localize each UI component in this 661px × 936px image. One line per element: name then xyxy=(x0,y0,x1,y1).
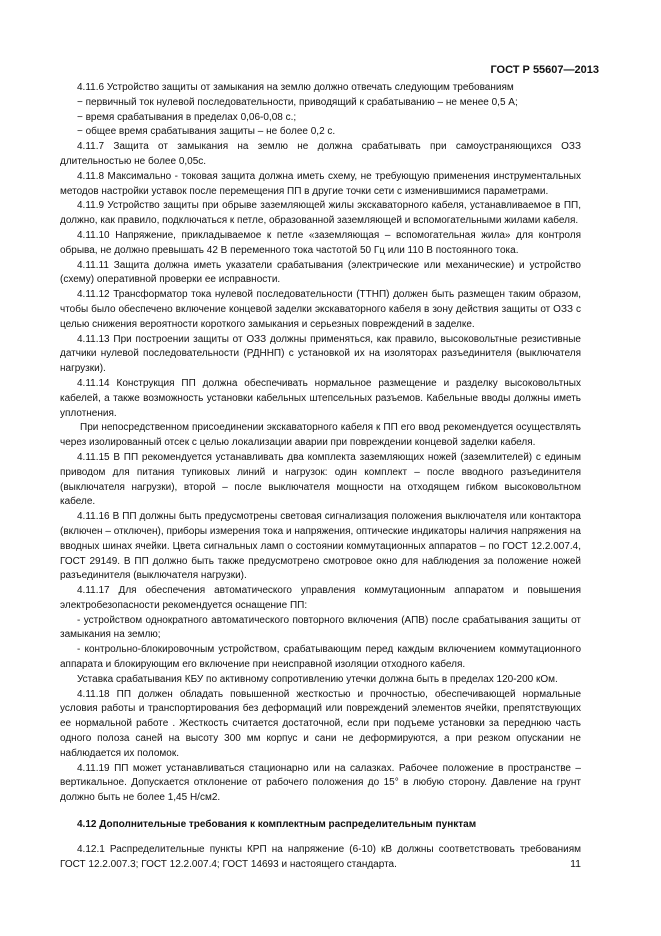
paragraph: 4.11.7 Защита от замыкания на землю не должна срабатывать при самоустраняющихся ОЗЗ длительностью не более 0,05с. xyxy=(60,141,581,167)
paragraph: 4.11.18 ПП должен обладать повышенной жесткостью и прочностью, обеспечивающей нормальные условия работы и транспортирования без деформаций или повреждений элементов ячейки, препятствующих ее нормальной работе . Жесткость считается достаточной, если при подъеме установки за переднюю часть одного полоза саней на высоту 300 мм корпус и сани не деформируются, а при резком опускании не наблюдается их поломок. xyxy=(60,688,581,759)
paragraph: При непосредственном присоединении экскаваторного кабеля к ПП его ввод рекомендуется осуществлять через изолированный отсек с целью локализации аварии при повреждении концевой заделки кабеля. xyxy=(60,422,581,449)
list-item: − общее время срабатывания защиты – не более 0,2 с. xyxy=(77,126,336,138)
paragraph: 4.11.14 Конструкция ПП должна обеспечивать нормальное размещение и разделку высоковольтных кабелей, а также возможность установки кабельных штепсельных разъемов. Кабельные вводы должны иметь уплотнения. xyxy=(60,377,581,419)
document-body xyxy=(60,81,581,872)
paragraph: 4.11.15 В ПП рекомендуется устанавливать два комплекта заземляющих ножей (заземлителей) с единым приводом для питания тупиковых линий и нагрузок: один комплект – после вводного разъединителя (выключателя нагрузки), второй – после выключателя мощности на отходящем гибком высоковольтном кабеле. xyxy=(60,451,581,508)
paragraph: 4.11.9 Устройство защиты при обрыве заземляющей жилы экскаваторного кабеля, устанавливаемое в ПП, должно, как правило, подключаться к петле, образованной заземляющей и вспомогательными жилами кабеля. xyxy=(60,200,581,227)
section-heading: 4.12 Дополнительные требования к комплектным распределительным пунктам xyxy=(77,819,477,831)
list-item: - устройством однократного автоматического повторного включения (АПВ) после срабатывания защиты от замыкания на землю; xyxy=(60,614,581,641)
paragraph: 4.11.6 Устройство защиты от замыкания на землю должно отвечать следующим требованиям xyxy=(77,82,514,93)
paragraph: 4.11.10 Напряжение, прикладываемое к петле «заземляющая – вспомогательная жила» для контроля обрыва, не должно превышать 42 В переменного тока частотой 50 Гц или 110 В постоянного тока. xyxy=(60,229,581,256)
paragraph: 4.11.12 Трансформатор тока нулевой последовательности (ТТНП) должен быть размещен таким образом, чтобы было обеспечено включение концевой заделки экскаваторного кабеля в зону действия защиты от ОЗЗ с целью снижения вероятности короткого замыкания и серьезных повреждений в заделке. xyxy=(60,289,581,330)
paragraph: 4.11.17 Для обеспечения автоматического управления коммутационным аппаратом и повышения электробезопасности рекомендуется оснащение ПП: xyxy=(60,585,581,611)
paragraph: 4.11.11 Защита должна иметь указатели срабатывания (электрические или механические) и устройство (схему) оперативной проверки ее исправности. xyxy=(60,259,581,286)
list-item: - контрольно-блокировочным устройством, срабатывающим перед каждым включением коммутационного аппарата и блокирующим его включение при неисправной изоляции отходного кабеля. xyxy=(60,644,581,671)
paragraph: Уставка срабатывания КБУ по активному сопротивлению утечки должна быть в пределах 120-200 кОм. xyxy=(77,673,558,685)
list-item: − время срабатывания в пределах 0,06-0,08 с.; xyxy=(77,111,297,123)
paragraph: 4.12.1 Распределительные пункты КРП на напряжение (6-10) кВ должны соответствовать требованиям ГОСТ 12.2.007.3; ГОСТ 12.2.007.4; ГОСТ 14693 и настоящего стандарта. xyxy=(60,843,581,870)
paragraph: 4.11.16 В ПП должны быть предусмотрены световая сигнализация положения выключателя или контактора (включен – отключен), приборы измерения тока и напряжения, оптические индикаторы наличия напряжения на вводных шинах ячейки. Цвета сигнальных ламп о состоянии коммутационных аппаратов – по ГОСТ 12.2.007.4, ГОСТ 29149. В ПП должно быть также предусмотрено смотровое окно для наблюдения за положение ножей разъединителя (выключателя нагрузки). xyxy=(60,511,581,582)
paragraph: 4.11.13 При построении защиты от ОЗЗ должны применяться, как правило, высоковольтные резистивные датчики нулевой последовательности (РДННП) с установкой их на изоляторах разъединителя (выключателя нагрузки). xyxy=(60,333,581,375)
paragraph: 4.11.19 ПП может устанавливаться стационарно или на салазках. Рабочее положение в пространстве – вертикальное. Допускается отклонение от рабочего положения до 15° в любую сторону. Давление на грунт должно быть не более 1,45 Н/см2. xyxy=(60,762,581,804)
list-item: − первичный ток нулевой последовательности, приводящий к срабатыванию – не менее 0,5 А; xyxy=(77,96,518,108)
page-number: 11 xyxy=(570,858,581,870)
page-header: ГОСТ Р 55607—2013 xyxy=(490,64,599,76)
paragraph: 4.11.8 Максимально - токовая защита должна иметь схему, не требующую применения инструментальных методов настройки уставок после перемещения ПП в другие точки сети с изменившимися параметрами. xyxy=(60,170,581,197)
